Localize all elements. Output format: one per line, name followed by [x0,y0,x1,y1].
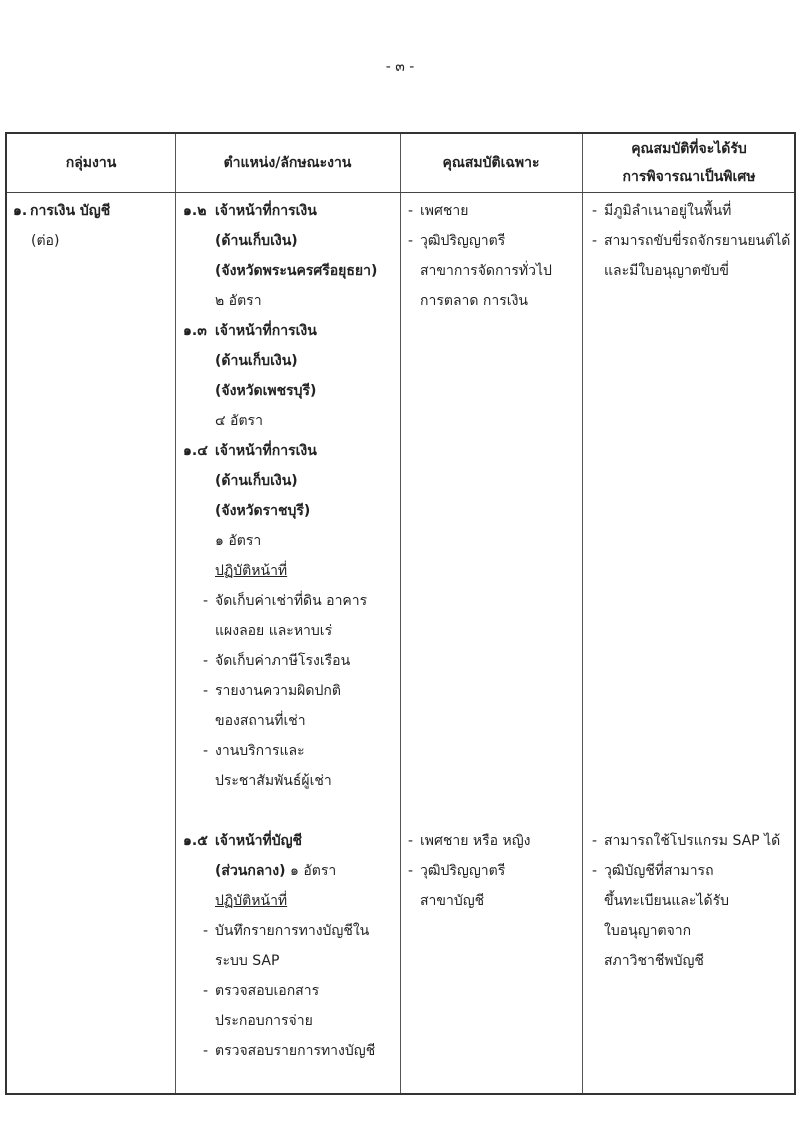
text-line [183,286,398,316]
text-line [183,226,398,256]
header-divider [7,192,794,193]
text-line [408,436,580,466]
bullet-dash: - [203,653,209,669]
text-line [592,256,796,286]
line-text: สาขาบัญชี [420,893,485,909]
line-text [183,803,215,819]
line-text [592,593,604,609]
line-text [408,623,420,639]
line-text [408,773,420,789]
text-line [408,586,580,616]
text-line [183,946,398,976]
text-line [408,466,580,496]
text-line [408,796,580,826]
text-line [183,496,398,526]
line-text [408,803,420,819]
column-special-consideration [592,196,796,976]
text-line [592,466,796,496]
text-line [592,196,796,226]
text-line [592,436,796,466]
column-qualifications [408,196,580,916]
text-line [408,316,580,346]
line-text: และมีใบอนุญาตขับขี่ [604,263,729,279]
bullet-dash: - [203,1043,209,1059]
text-line [183,346,398,376]
header-group: กลุ่มงาน [65,155,117,171]
item-number: ๑. [13,203,28,219]
header-position: ตำแหน่ง/ลักษณะงาน [223,155,352,171]
text-line [183,736,398,766]
text-line [408,496,580,526]
bullet-dash: - [203,743,209,759]
text-line [408,886,580,916]
bullet-dash: - [203,983,209,999]
bullet-dash: - [203,593,209,609]
bullet-dash: - [408,833,414,849]
line-text: (ส่วนกลาง) [215,863,286,879]
line-text: มีภูมิลำเนาอยู่ในพื้นที่ [604,203,732,219]
text-line [183,256,398,286]
line-text: เจ้าหน้าที่การเงิน [215,443,317,459]
header-qualifications: คุณสมบัติเฉพาะ [442,155,540,171]
text-line [592,586,796,616]
line-text [592,413,604,429]
text-line [592,886,796,916]
line-text [592,293,604,309]
bullet-dash: - [203,683,209,699]
line-text [408,713,420,729]
item-number: ๑.๕ [183,833,208,849]
line-text: สภาวิชาชีพบัญชี [604,953,704,969]
text-line [408,376,580,406]
text-line [183,646,398,676]
line-text: เจ้าหน้าที่การเงิน [215,323,317,339]
line-text [592,353,604,369]
line-text [592,533,604,549]
header-special-line: การพิจารณาเป็นพิเศษ [622,169,756,185]
text-line [408,616,580,646]
text-line [408,406,580,436]
line-text: เจ้าหน้าที่บัญชี [215,833,303,849]
text-line [592,826,796,856]
line-text: (จังหวัดเพชรบุรี) [215,383,317,399]
line-text [408,353,420,369]
line-text [592,323,604,339]
line-text [592,773,604,789]
text-line [183,556,398,586]
text-line [592,526,796,556]
line-text: ใบอนุญาตจาก [604,923,692,939]
line-text: ตรวจสอบเอกสาร [215,983,320,999]
line-text [592,683,604,699]
text-line [183,826,398,856]
text-line [183,796,398,826]
text-line [183,466,398,496]
text-line [408,826,580,856]
text-line [183,406,398,436]
item-number: ๑.๔ [183,443,208,459]
line-text: วุฒิปริญญาตรี [420,233,506,249]
line-text: วุฒิปริญญาตรี [420,863,506,879]
line-text: สาขาการจัดการทั่วไป [420,263,552,279]
bullet-dash: - [408,203,414,219]
text-line [592,616,796,646]
line-text: สามารถขับขี่รถจักรยานยนต์ได้ [604,233,791,249]
text-line [592,496,796,526]
line-text [408,533,420,549]
text-line [183,706,398,736]
text-line [592,286,796,316]
line-text [408,563,420,579]
line-text [408,413,420,429]
text-line [592,316,796,346]
text-line [592,856,796,886]
line-text [592,503,604,519]
text-line [592,796,796,826]
line-text: เพศชาย [420,203,469,219]
item-number: ๑.๒ [183,203,207,219]
text-line [408,226,580,256]
text-line [183,436,398,466]
text-line [408,286,580,316]
bullet-dash: - [592,863,598,879]
text-line [592,706,796,736]
text-line [592,736,796,766]
text-line [408,346,580,376]
text-line [408,856,580,886]
duties-heading: ปฏิบัติหน้าที่ [215,893,288,909]
text-line [592,766,796,796]
line-text [592,743,604,759]
text-line [592,916,796,946]
line-text [408,743,420,759]
text-line [183,316,398,346]
bullet-dash: - [592,833,598,849]
text-line [13,196,173,226]
line-text [592,383,604,399]
text-line [183,676,398,706]
line-text: เพศชาย หรือ หญิง [420,833,531,849]
line-text: (จังหวัดพระนครศรีอยุธยา) [215,263,378,279]
line-text [592,713,604,729]
text-line [408,556,580,586]
bullet-dash: - [408,863,414,879]
line-text [408,653,420,669]
line-text: ประกอบการจ่าย [215,1013,313,1029]
line-text: ๔ อัตรา [215,413,263,429]
text-line [183,886,398,916]
bullet-dash: - [592,233,598,249]
line-text: (ด้านเก็บเงิน) [215,473,298,489]
text-line [592,946,796,976]
line-text: แผงลอย และหาบเร่ [215,623,333,639]
line-text [408,383,420,399]
line-text [408,443,420,459]
text-line [592,556,796,586]
text-line [408,706,580,736]
line-text: สามารถใช้โปรแกรม SAP ได้ [604,833,781,849]
text-line [408,766,580,796]
bullet-dash: - [408,233,414,249]
column-divider [582,134,583,1093]
line-text [592,473,604,489]
text-line [408,196,580,226]
page-number: - ๓ - [385,59,415,75]
column-divider [175,134,176,1093]
text-line [183,856,398,886]
text-line [13,226,173,256]
bullet-dash: - [203,923,209,939]
column-position [183,196,398,1066]
line-text [592,563,604,579]
line-text: เจ้าหน้าที่การเงิน [215,203,317,219]
column-divider [400,134,401,1093]
text-line [592,676,796,706]
line-text: จัดเก็บค่าภาษีโรงเรือน [215,653,351,669]
line-text: ระบบ SAP [215,953,280,969]
line-text: ของสถานที่เช่า [215,713,306,729]
line-text [592,443,604,459]
text-line [408,526,580,556]
text-line [592,646,796,676]
text-line [183,616,398,646]
text-line [183,976,398,1006]
line-text: (จังหวัดราชบุรี) [215,503,311,519]
text-line [183,526,398,556]
line-text: ตรวจสอบรายการทางบัญชี [215,1043,376,1059]
line-suffix: ๑ อัตรา [285,863,337,879]
line-text: ๑ อัตรา [215,533,262,549]
line-text [592,653,604,669]
line-text: การเงิน บัญชี [30,203,111,219]
line-text [408,323,420,339]
text-line [408,676,580,706]
text-line [183,196,398,226]
line-text: จัดเก็บค่าเช่าที่ดิน อาคาร [215,593,368,609]
line-text: (ด้านเก็บเงิน) [215,353,298,369]
line-text: ๒ อัตรา [215,293,262,309]
item-number: ๑.๓ [183,323,207,339]
line-text: บันทึกรายการทางบัญชีใน [215,923,370,939]
header-special-consideration [582,134,796,192]
line-text [408,593,420,609]
text-line [183,1036,398,1066]
line-text: รายงานความผิดปกติ [215,683,341,699]
text-line [183,916,398,946]
line-text: ประชาสัมพันธ์ผู้เช่า [215,773,332,789]
text-line [183,766,398,796]
text-line [183,376,398,406]
header-special-line: คุณสมบัติที่จะได้รับ [631,141,747,157]
line-text: การตลาด การเงิน [420,293,528,309]
text-line [408,256,580,286]
column-group [13,196,173,256]
job-table [5,132,796,1095]
text-line [592,226,796,256]
line-text: (ด้านเก็บเงิน) [215,233,298,249]
line-text: วุฒิบัญชีที่สามารถ [604,863,714,879]
text-line [592,346,796,376]
text-line [408,736,580,766]
text-line [408,646,580,676]
line-text [592,623,604,639]
line-text: (ต่อ) [31,233,60,249]
line-text [408,473,420,489]
line-text: งานบริการและ [215,743,305,759]
text-line [183,1006,398,1036]
line-text [408,683,420,699]
text-line [183,586,398,616]
bullet-dash: - [592,203,598,219]
line-text: ขึ้นทะเบียนและได้รับ [604,893,729,909]
text-line [592,406,796,436]
line-text [408,503,420,519]
line-text [592,803,604,819]
text-line [592,376,796,406]
duties-heading: ปฏิบัติหน้าที่ [215,563,288,579]
